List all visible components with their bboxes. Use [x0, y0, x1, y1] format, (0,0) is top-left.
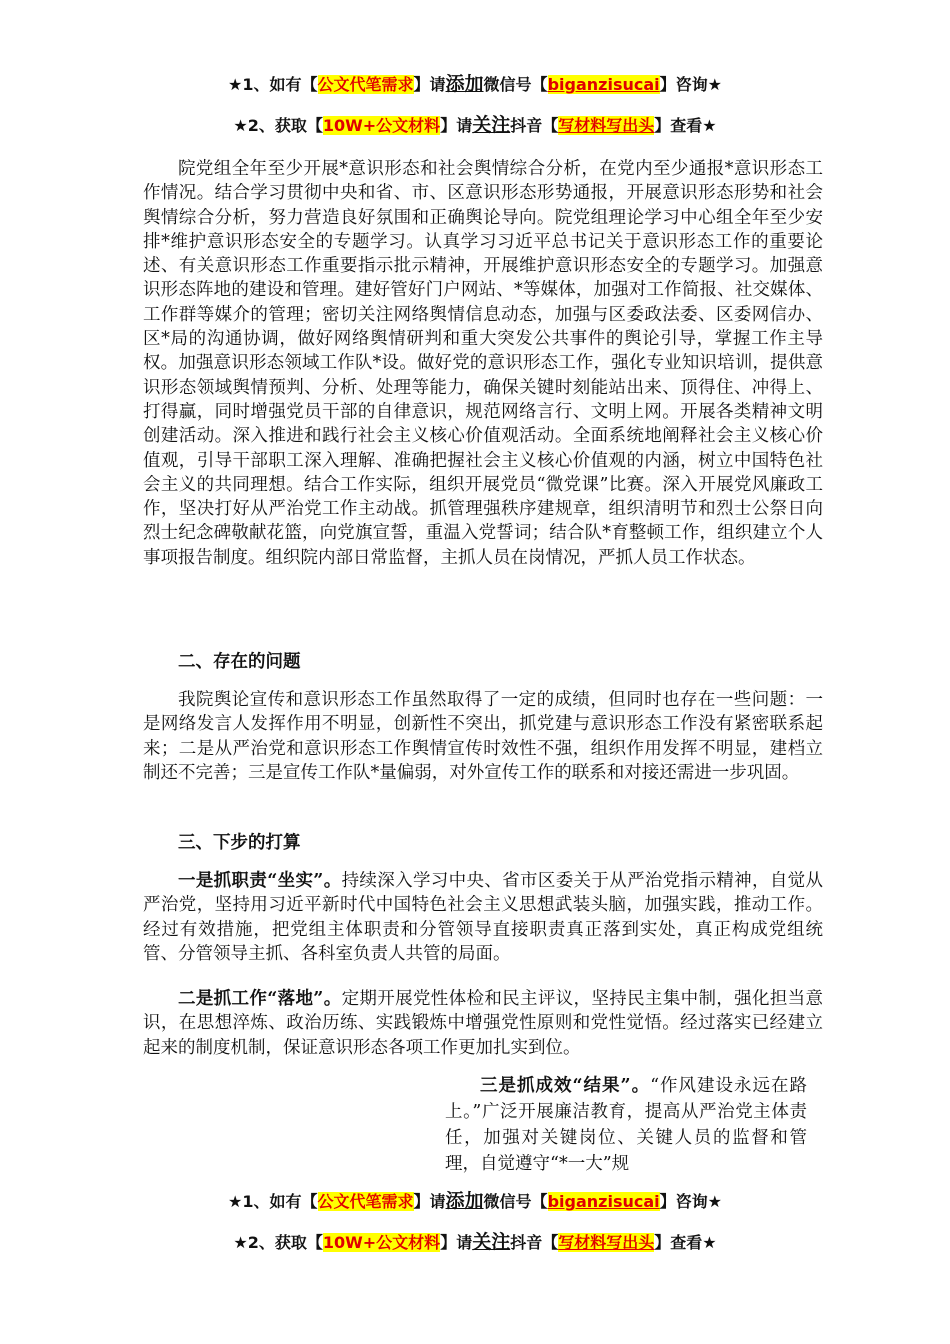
plan-item-text: 持续深入学习中央、省市区委关于从严治党指示精神，自觉从严治党，坚持用习近平新时代中国特色社会主义思想武装头脑，加强实践，推动工作。经过有效措施，把党组主体职责和分管领导直接职责真正落到实处，真正构成党组统管、分管领导主抓、各科室负责人共管的局面。: [143, 871, 824, 964]
plan-item-lead: 三是抓成效“结果”。: [480, 1076, 651, 1096]
highlight-service: 公文代笔需求: [317, 1192, 414, 1211]
banner-text: 】请: [413, 1192, 446, 1211]
banner-text: 】咨询★: [659, 75, 722, 94]
plan-item-2: [143, 987, 823, 1060]
highlight-materials: 10W+公文材料: [322, 116, 441, 135]
paragraph-work-summary: 院党组全年至少开展*意识形态和社会舆情综合分析，在党内至少通报*意识形态工作情况。结合学习贯彻中央和省、市、区意识形态形势通报，开展意识形态形势和社会舆情综合分析，努力营造良好氛围和正确舆论导向。院党组理论学习中心组全年至少安排*维护意识形态安全的专题学习。认真学习习近平总书记关于意识形态工作的重要论述、有关意识形态工作重要指示批示精神，开展维护意识形态安全的专题学习。加强意识形态阵地的建设和管理。建好管好门户网站、*等媒体，加强对工作简报、社交媒体、工作群等媒介的管理；密切关注网络舆情信息动态，加强与区委政法委、区委网信办、区*局的沟通协调，做好网络舆情研判和重大突发公共事件的舆论引导，掌握工作主导权。加强意识形态领域工作队*设。做好党的意识形态工作，强化专业知识培训，提供意识形态领域舆情预判、分析、处理等能力，确保关键时刻能站出来、顶得住、冲得上、打得赢，同时增强党员干部的自律意识，规范网络言行、文明上网。开展各类精神文明创建活动。深入推进和践行社会主义核心价值观活动。全面系统地阐释社会主义核心价值观，引导干部职工深入理解、准确把握社会主义核心价值观的内涵，树立中国特色社会主义的共同理想。结合工作实际，组织开展党员“微党课”比赛。深入开展党风廉政工作，坚决打好从严治党工作主动战。抓管理强秩序建规章，组织清明节和烈士公祭日向烈士纪念碑敬献花篮，向党旗宣誓，重温入党誓词；结合队*育整顿工作，组织建立个人事项报告制度。组织院内部日常监督，主抓人员在岗情况，严抓人员工作状态。: [143, 159, 823, 568]
banner-text: 抖音【: [510, 116, 559, 135]
plan-item-lead: 一是抓职责“坐实”。: [178, 871, 342, 891]
wechat-id[interactable]: biganzisucai: [547, 1192, 660, 1211]
banner-text: ★1、如有【: [228, 75, 318, 94]
banner-text: ★1、如有【: [228, 1192, 318, 1211]
highlight-materials: 10W+公文材料: [322, 1233, 441, 1252]
banner-text: 】请: [440, 116, 473, 135]
banner-bottom-line2: [0, 1227, 950, 1254]
underlined-keyword: 添加: [445, 1190, 484, 1212]
plan-item-lead: 二是抓工作“落地”。: [178, 989, 342, 1009]
douyin-account[interactable]: 写材料写出头: [558, 116, 655, 135]
plan-item-1: [143, 869, 823, 966]
banner-text: 】请: [440, 1233, 473, 1252]
banner-text: 抖音【: [510, 1233, 559, 1252]
banner-text: ★2、获取【: [233, 1233, 323, 1252]
banner-text: ★2、获取【: [233, 116, 323, 135]
banner-text: 】请: [413, 75, 446, 94]
wechat-id[interactable]: biganzisucai: [547, 75, 660, 94]
banner-text: 微信号【: [483, 75, 548, 94]
plan-item-text: “作风建设永远在路上。”广泛开展廉洁教育，提高从严治党主体责任，加强对关键岗位、关键人员的监督和管理，自觉遵守“*一大”规: [445, 1076, 807, 1174]
banner-text: 】查看★: [654, 116, 717, 135]
highlight-service: 公文代笔需求: [317, 75, 414, 94]
banner-top-line1: [0, 69, 950, 96]
banner-top-line2: [0, 110, 950, 137]
plan-item-text: 定期开展党性体检和民主评议，坚持民主集中制，强化担当意识，在思想淬炼、政治历练、实践锻炼中增强党性原则和党性觉悟。经过落实已经建立起来的制度机制，保证意识形态各项工作更加扎实到位。: [143, 989, 824, 1058]
plan-item-3: [445, 1073, 807, 1177]
section-heading-plans: 三、下步的打算: [178, 833, 301, 853]
banner-text: 】查看★: [654, 1233, 717, 1252]
section-heading-problems: 二、存在的问题: [178, 652, 301, 672]
douyin-account[interactable]: 写材料写出头: [558, 1233, 655, 1252]
banner-text: 】咨询★: [659, 1192, 722, 1211]
paragraph-problems: 我院舆论宣传和意识形态工作虽然取得了一定的成绩，但同时也存在一些问题：一是网络发言人发挥作用不明显，创新性不突出，抓党建与意识形态工作没有紧密联系起来；二是从严治党和意识形态工作舆情宣传时效性不强，组织作用发挥不明显，建档立制还不完善；三是宣传工作队*量偏弱，对外宣传工作的联系和对接还需进一步巩固。: [143, 690, 823, 783]
banner-bottom-line1: [0, 1186, 950, 1213]
underlined-keyword: 添加: [445, 73, 484, 95]
underlined-keyword: 关注: [472, 114, 511, 136]
banner-text: 微信号【: [483, 1192, 548, 1211]
underlined-keyword: 关注: [472, 1231, 511, 1253]
